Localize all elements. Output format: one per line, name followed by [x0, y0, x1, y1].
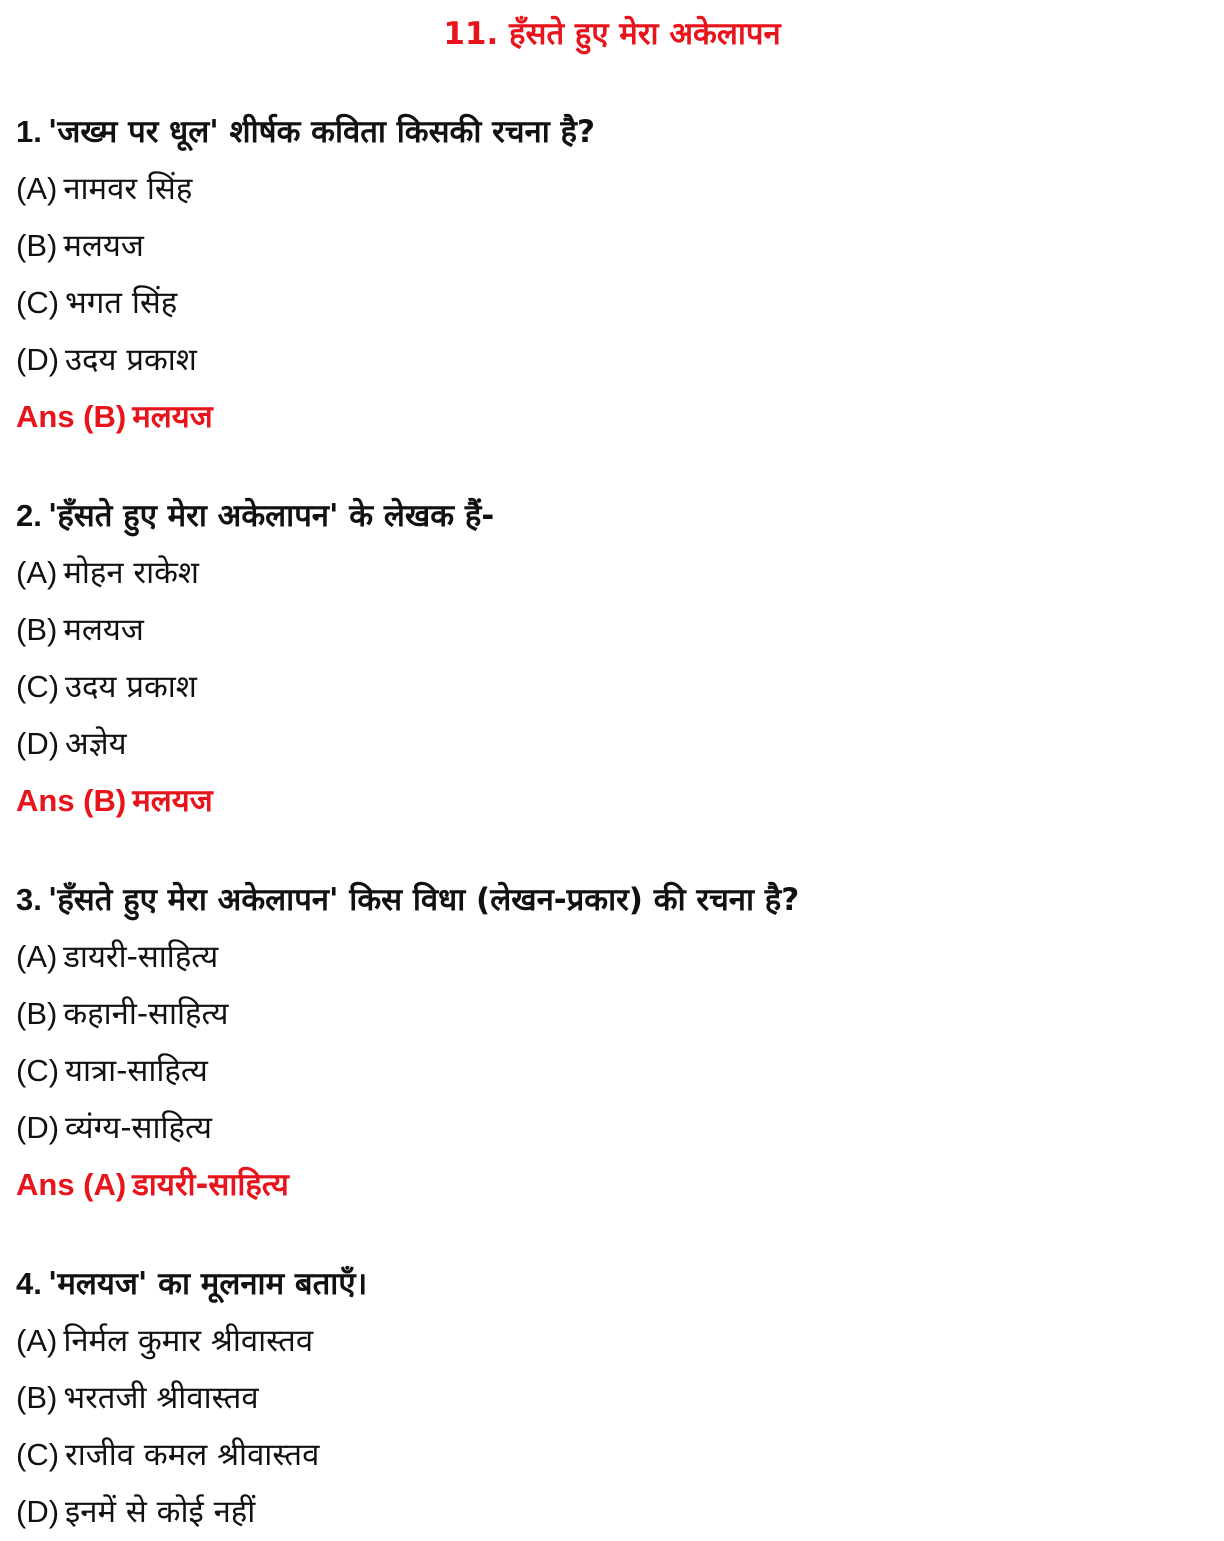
- option-b: [16, 985, 1206, 1042]
- question-number: 3.: [16, 882, 42, 917]
- option-text: नामवर सिंह: [63, 171, 193, 207]
- option-a: [16, 160, 1206, 217]
- question-text: [16, 1255, 1206, 1312]
- option-a: [16, 544, 1206, 601]
- question-label: 'जख्म पर धूल' शीर्षक कविता किसकी रचना है?: [47, 114, 595, 150]
- option-c: [16, 658, 1206, 715]
- option-text: अज्ञेय: [65, 726, 127, 762]
- option-text: इनमें से कोई नहीं: [65, 1494, 256, 1530]
- option-a: [16, 1312, 1206, 1369]
- option-letter: (C): [16, 1437, 60, 1472]
- option-letter: (D): [16, 1110, 60, 1145]
- question-text: [16, 871, 1206, 928]
- option-c: [16, 1042, 1206, 1099]
- option-letter: (C): [16, 669, 60, 704]
- answer-line: [16, 1156, 1206, 1213]
- answer-line: [16, 388, 1206, 445]
- question-block-4: [16, 1255, 1206, 1540]
- option-text: डायरी-साहित्य: [63, 939, 219, 975]
- option-text: निर्मल कुमार श्रीवास्तव: [63, 1323, 314, 1359]
- answer-line: [16, 772, 1206, 829]
- question-block-1: [16, 103, 1206, 445]
- option-letter: (A): [16, 1323, 58, 1358]
- option-b: [16, 1369, 1206, 1426]
- question-block-3: [16, 871, 1206, 1213]
- option-text: व्यंग्य-साहित्य: [65, 1110, 212, 1146]
- option-text: मोहन राकेश: [63, 555, 200, 591]
- question-text: [16, 103, 1206, 160]
- option-text: राजीव कमल श्रीवास्तव: [65, 1437, 320, 1473]
- option-letter: (D): [16, 726, 60, 761]
- option-letter: (A): [16, 171, 58, 206]
- option-text: यात्रा-साहित्य: [65, 1053, 208, 1089]
- option-letter: (A): [16, 939, 58, 974]
- option-letter: (B): [16, 612, 58, 647]
- question-number: 4.: [16, 1266, 42, 1301]
- option-text: उदय प्रकाश: [65, 669, 197, 705]
- answer-text: मलयज: [132, 783, 213, 819]
- option-a: [16, 928, 1206, 985]
- option-letter: (C): [16, 285, 60, 320]
- option-text: मलयज: [63, 228, 144, 264]
- question-label: 'मलयज' का मूलनाम बताएँ।: [47, 1266, 368, 1302]
- chapter-title: 11. हँसते हुए मेरा अकेलापन: [443, 16, 781, 52]
- option-b: [16, 601, 1206, 658]
- answer-text: मलयज: [132, 399, 213, 435]
- option-text: उदय प्रकाश: [65, 342, 197, 378]
- option-d: [16, 715, 1206, 772]
- answer-text: डायरी-साहित्य: [132, 1167, 289, 1203]
- question-label: 'हँसते हुए मेरा अकेलापन' के लेखक हैं-: [47, 498, 495, 534]
- option-letter: (B): [16, 996, 58, 1031]
- question-block-2: [16, 487, 1206, 829]
- question-label: 'हँसते हुए मेरा अकेलापन' किस विधा (लेखन-प्रकार) की रचना है?: [47, 882, 800, 918]
- option-letter: (B): [16, 1380, 58, 1415]
- option-text: भरतजी श्रीवास्तव: [63, 1380, 259, 1416]
- question-text: [16, 487, 1206, 544]
- question-number: 1.: [16, 114, 42, 149]
- question-number: 2.: [16, 498, 42, 533]
- option-text: भगत सिंह: [65, 285, 178, 321]
- option-c: [16, 1426, 1206, 1483]
- option-c: [16, 274, 1206, 331]
- option-letter: (D): [16, 1494, 60, 1529]
- option-text: कहानी-साहित्य: [63, 996, 229, 1032]
- answer-prefix: Ans (A): [16, 1167, 127, 1202]
- option-d: [16, 1483, 1206, 1540]
- answer-prefix: Ans (B): [16, 399, 127, 434]
- option-letter: (B): [16, 228, 58, 263]
- option-b: [16, 217, 1206, 274]
- option-letter: (A): [16, 555, 58, 590]
- answer-prefix: Ans (B): [16, 783, 127, 818]
- option-d: [16, 331, 1206, 388]
- option-letter: (C): [16, 1053, 60, 1088]
- option-letter: (D): [16, 342, 60, 377]
- option-d: [16, 1099, 1206, 1156]
- option-text: मलयज: [63, 612, 144, 648]
